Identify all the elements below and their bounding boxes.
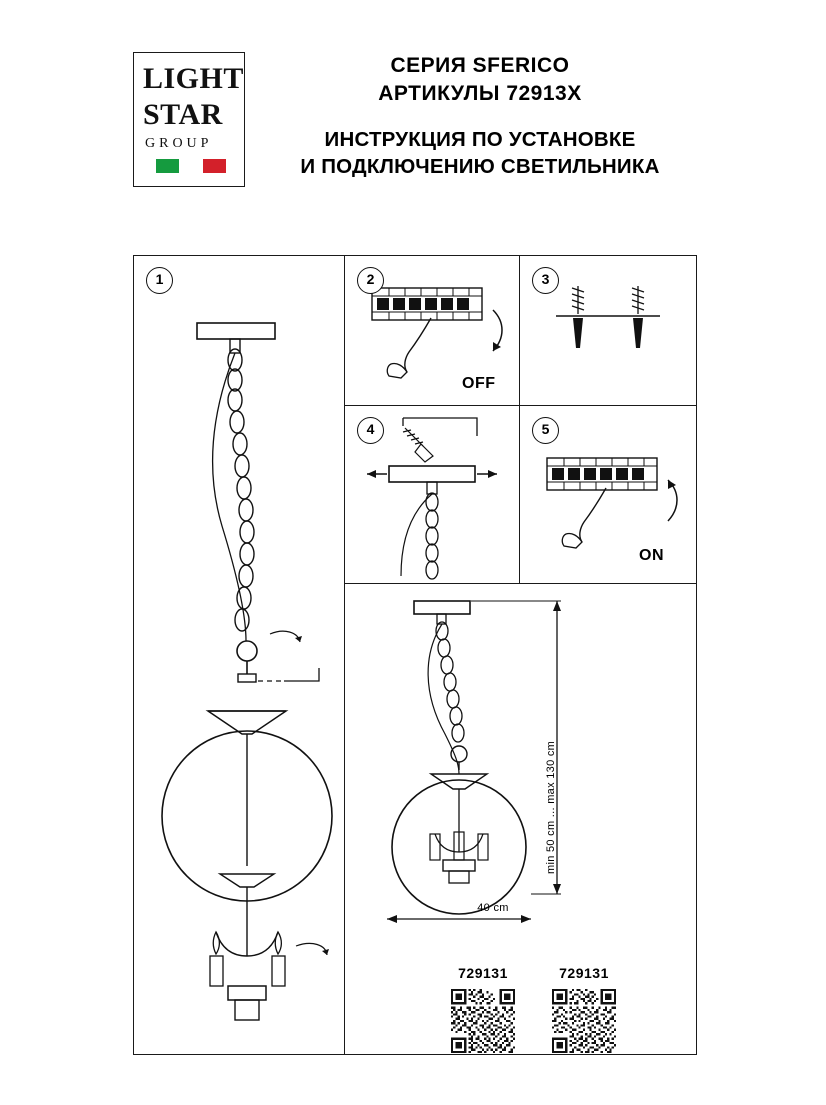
step-number-2: 2	[357, 267, 384, 294]
header-titles	[260, 52, 700, 180]
brand-logo	[133, 52, 245, 187]
qr-code-icon	[552, 989, 616, 1053]
instruction-title-line2: И ПОДКЛЮЧЕНИЮ СВЕТИЛЬНИКА	[300, 155, 660, 178]
logo-line-star: STAR	[143, 98, 223, 131]
article-title: АРТИКУЛЫ 72913X	[378, 82, 582, 105]
product-code-item	[547, 965, 621, 1053]
series-title: СЕРИЯ SFERICO	[390, 54, 570, 77]
step-panel-1	[134, 256, 345, 1054]
step-number-1: 1	[146, 267, 173, 294]
width-dimension-label: 40 cm	[477, 902, 509, 914]
product-codes	[446, 965, 621, 1053]
step-number-4: 4	[357, 417, 384, 444]
step-panel-4	[345, 406, 520, 584]
product-code-number: 729131	[559, 965, 609, 981]
instruction-title-line1: ИНСТРУКЦИЯ ПО УСТАНОВКЕ	[324, 128, 636, 151]
step-1-illustration	[134, 256, 345, 1054]
qr-code-icon	[451, 989, 515, 1053]
height-dimension-label: min 50 cm ... max 130 cm	[545, 740, 557, 874]
product-code-item	[446, 965, 520, 1053]
step-number-3: 3	[532, 267, 559, 294]
logo-line-light: LIGHT	[143, 62, 244, 95]
step-panel-2	[345, 256, 520, 406]
step-panel-3	[520, 256, 696, 406]
product-code-number: 729131	[458, 965, 508, 981]
logo-line-group: GROUP	[145, 136, 213, 151]
step-panel-5	[520, 406, 696, 584]
switch-off-label: OFF	[462, 375, 496, 392]
diagram-frame	[133, 255, 697, 1055]
italian-flag-icon	[156, 159, 226, 173]
step-number-5: 5	[532, 417, 559, 444]
switch-on-label: ON	[639, 547, 664, 564]
